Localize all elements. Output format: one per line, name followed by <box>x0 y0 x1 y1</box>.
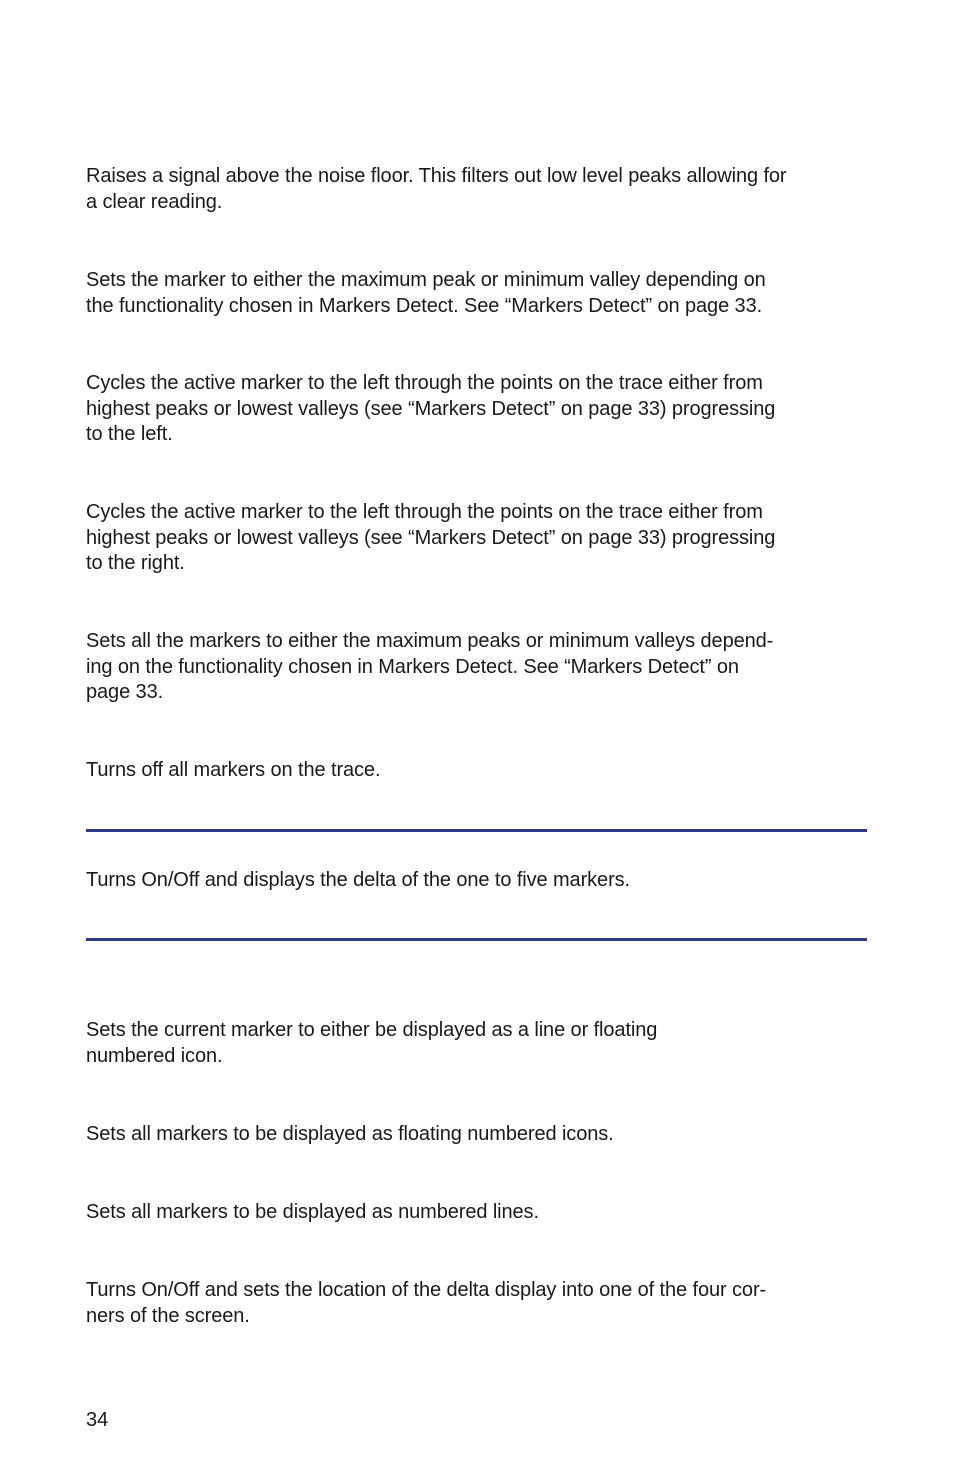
paragraph-markers-off: Turns off all markers on the trace. <box>86 759 381 781</box>
section-divider-top <box>86 829 867 832</box>
paragraph-marker-style: Sets the current marker to either be displayed as a line or floating numbered icon. <box>86 1019 658 1067</box>
paragraph-cycle-right: Cycles the active marker to the left through the points on the trace either from highest peaks or lowest valleys (see “Markers Detect” on page 33) progressing to the right. <box>86 501 776 575</box>
paragraph-delta-markers: Turns On/Off and displays the delta of the one to five markers. <box>86 869 630 891</box>
paragraph-all-lines: Sets all markers to be displayed as numbered lines. <box>86 1201 539 1223</box>
section-divider-bottom <box>86 938 867 941</box>
paragraph-delta-display: Turns On/Off and sets the location of the delta display into one of the four cor- ners of the screen. <box>86 1279 767 1327</box>
paragraph-all-markers-peak: Sets all the markers to either the maximum peaks or minimum valleys depend- ing on the functionality chosen in Markers Detect. See “Markers Detect” on page 33. <box>86 630 774 704</box>
page-number: 34 <box>86 1409 109 1431</box>
paragraph-raise-signal: Raises a signal above the noise floor. This filters out low level peaks allowing for a clear reading. <box>86 165 787 213</box>
paragraph-marker-peak: Sets the marker to either the maximum peak or minimum valley depending on the functionality chosen in Markers Detect. See “Markers Detect” on page 33. <box>86 269 766 317</box>
paragraph-cycle-left: Cycles the active marker to the left through the points on the trace either from highest peaks or lowest valleys (see “Markers Detect” on page 33) progressing to the left. <box>86 372 776 446</box>
paragraph-all-floating: Sets all markers to be displayed as floating numbered icons. <box>86 1123 614 1145</box>
